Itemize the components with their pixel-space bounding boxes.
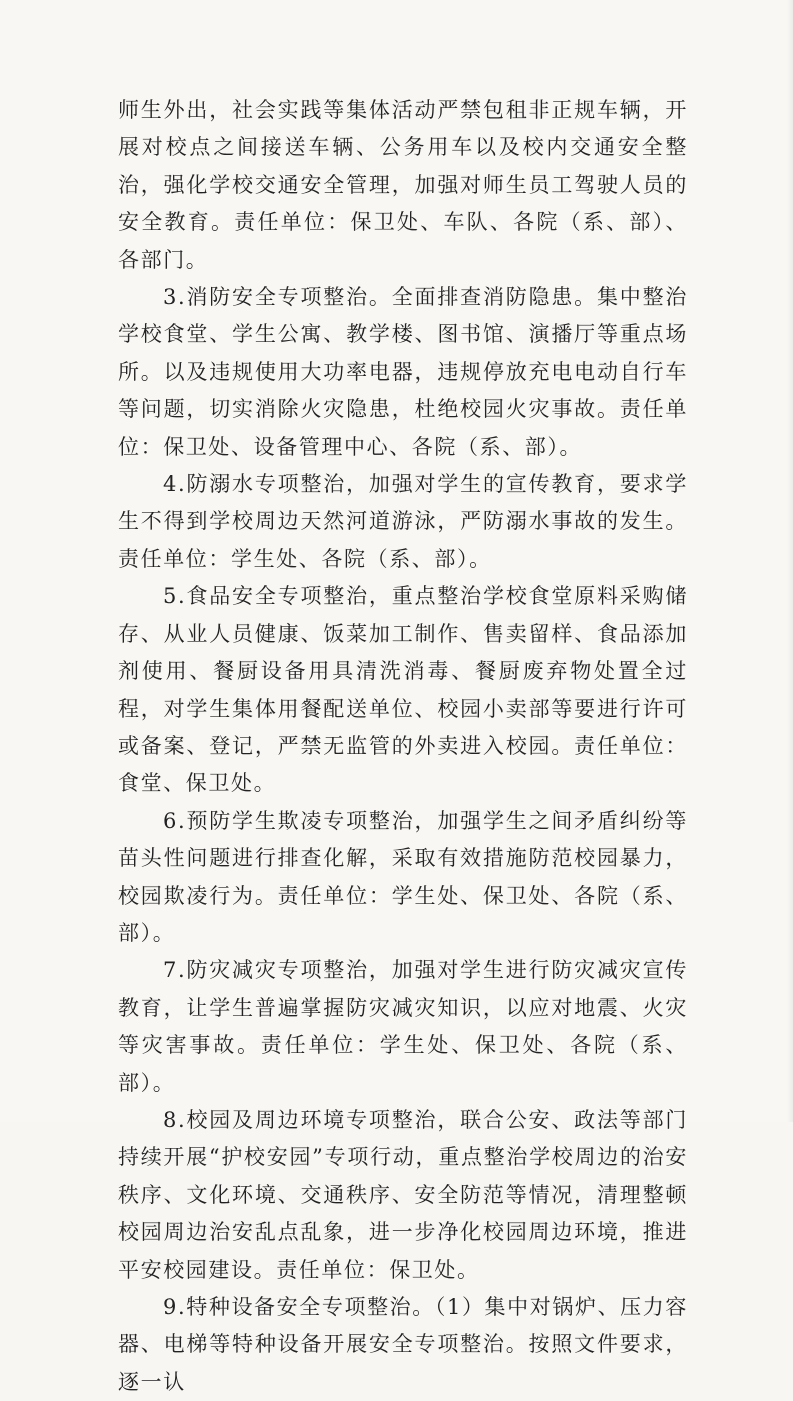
paragraph-fire-safety: 3.消防安全专项整治。全面排查消防隐患。集中整治学校食堂、学生公寓、教学楼、图书馆、演播厅等重点场所。以及违规使用大功率电器，违规停放充电电动自行车等问题，切实消除火灾隐患，杜绝校园火灾事故。责任单位：保卫处、设备管理中心、各院（系、部）。 <box>118 285 688 459</box>
scan-edge-shadow <box>787 0 793 1122</box>
paragraph-drowning-prevention: 4.防溺水专项整治，加强对学生的宣传教育，要求学生不得到学校周边天然河道游泳，严防溺水事故的发生。责任单位：学生处、各院（系、部）。 <box>118 472 688 571</box>
paragraph-bullying-prevention: 6.预防学生欺凌专项整治，加强学生之间矛盾纠纷等苗头性问题进行排查化解，采取有效措施防范校园暴力，校园欺凌行为。责任单位：学生处、保卫处、各院（系、部）。 <box>118 808 688 945</box>
document-body <box>118 92 688 1401</box>
paragraph-continuation: 师生外出，社会实践等集体活动严禁包租非正规车辆，开展对校点之间接送车辆、公务用车以及校内交通安全整治，强化学校交通安全管理，加强对师生员工驾驶人员的安全教育。责任单位：保卫处、车队、各院（系、部）、各部门。 <box>118 98 688 272</box>
paragraph-campus-environment: 8.校园及周边环境专项整治，联合公安、政法等部门持续开展“护校安园”专项行动，重点整治学校周边的治安秩序、文化环境、交通秩序、安全防范等情况，清理整顿校园周边治安乱点乱象，进一步净化校园周边环境，推进平安校园建设。责任单位：保卫处。 <box>118 1107 688 1282</box>
paragraph-special-equipment: 9.特种设备安全专项整治。（1）集中对锅炉、压力容器、电梯等特种设备开展安全专项整治。按照文件要求，逐一认 <box>118 1295 688 1394</box>
paragraph-disaster-reduction: 7.防灾减灾专项整治，加强对学生进行防灾减灾宣传教育，让学生普遍掌握防灾减灾知识，以应对地震、火灾等灾害事故。责任单位：学生处、保卫处、各院（系、部）。 <box>118 958 688 1095</box>
paragraph-food-safety: 5.食品安全专项整治，重点整治学校食堂原料采购储存、从业人员健康、饭菜加工制作、售卖留样、食品添加剂使用、餐厨设备用具清洗消毒、餐厨废弃物处置全过程，对学生集体用餐配送单位、校园小卖部等要进行许可或备案、登记，严禁无监管的外卖进入校园。责任单位：食堂、保卫处。 <box>118 584 688 796</box>
